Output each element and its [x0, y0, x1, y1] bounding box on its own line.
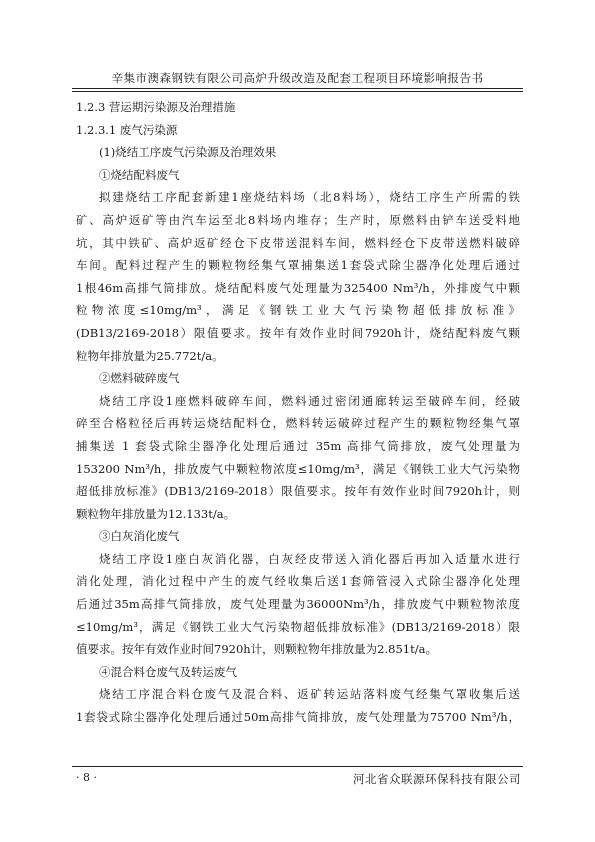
paragraph-line: 超低排放标准》(DB13/2169-2018）限值要求。按年有效作业时间7920h计，则: [76, 484, 520, 499]
paragraph-line: 后通过35m高排气筒排放，废气处理量为36000Nm³/h，排放废气中颗粒物浓度: [76, 597, 520, 612]
paragraph-line: 拟建烧结工序配套新建1座烧结料场（北8料场），烧结工序生产所需的铁: [99, 190, 520, 205]
paragraph-line: 粒物浓度≤10mg/m³，满足《钢铁工业大气污染物超低排放标准》: [76, 303, 520, 318]
paragraph-line: (DB13/2169-2018）限值要求。按年有效作业时间7920h计，烧结配料废气颗: [76, 325, 520, 340]
paragraph-line: 消化处理，消化过程中产生的废气经收集后送1套筛管浸入式除尘器净化处理: [76, 574, 520, 589]
paragraph-line: 捕集送 1 套袋式除尘器净化处理后通过 35m 高排气筒排放，废气处理量为: [76, 438, 520, 453]
document-body: [76, 96, 520, 729]
paragraph-line: 153200 Nm³/h，排放废气中颗粒物浓度≤10mg/m³，满足《钢铁工业大气污染物: [76, 461, 520, 476]
paragraph-line: ≤10mg/m³，满足《钢铁工业大气污染物超低排放标准》(DB13/2169-2018）限: [76, 619, 520, 634]
paragraph-line: 碎至合格粒径后再转运烧结配料仓，燃料转运破碎过程产生的颗粒物经集气罩: [76, 416, 520, 431]
paragraph-line: 值要求。按年有效作业时间7920h计，则颗粒物年排放量为2.851t/a。: [76, 642, 437, 657]
paragraph-line: 烧结工序混合料仓废气及混合料、返矿转运站落料废气经集气罩收集后送: [99, 687, 520, 702]
paragraph-line: 1根46m高排气筒排放。烧结配料废气处理量为325400 Nm³/h，外排废气中颗: [76, 280, 520, 295]
section-heading-1-2-3: 1.2.3 营运期污染源及治理措施: [76, 100, 236, 114]
paragraph-line: 矿、高炉返矿等由汽车运至北8料场内堆存；生产时，原燃料由铲车送受料地: [76, 212, 520, 227]
paragraph-line: 1套袋式除尘器净化处理后通过50m高排气筒排放，废气处理量为75700 Nm³/h，: [76, 710, 520, 725]
paragraph-line: 坑，其中铁矿、高炉返矿经仓下皮带送混料车间，燃料经仓下皮带送燃料破碎: [76, 235, 520, 250]
item-heading: ④混合料仓废气及转运废气: [99, 664, 237, 679]
paragraph-line: 粒物年排放量为25.772t/a。: [76, 348, 224, 363]
header-divider: [72, 88, 523, 89]
item-heading: ①烧结配料废气: [99, 167, 180, 182]
page-header-title: 辛集市澳森钢铁有限公司高炉升级改造及配套工程项目环境影响报告书: [111, 71, 484, 85]
item-heading: ③白灰消化废气: [99, 529, 180, 544]
header-divider-thin: [72, 91, 523, 92]
footer-divider: [72, 766, 523, 767]
paragraph-line: 烧结工序设1座燃料破碎车间，燃料通过密闭通廊转运至破碎车间，经破: [99, 393, 520, 408]
footer-company: 河北省众联源环保科技有限公司: [353, 772, 521, 786]
item-heading: ②燃料破碎废气: [99, 371, 180, 386]
page-number: · 8 ·: [76, 771, 97, 784]
section-heading-1-2-3-1: 1.2.3.1 废气污染源: [76, 122, 178, 137]
paragraph-line: 车间。配料过程产生的颗粒物经集气罩捕集送1套袋式除尘器净化处理后通过: [76, 258, 520, 273]
paragraph-line: 烧结工序设1座白灰消化器，白灰经皮带送入消化器后再加入适量水进行: [99, 551, 520, 566]
subsection-heading: (1)烧结工序废气污染源及治理效果: [99, 145, 277, 160]
paragraph-line: 颗粒物年排放量为12.133t/a。: [76, 506, 236, 521]
